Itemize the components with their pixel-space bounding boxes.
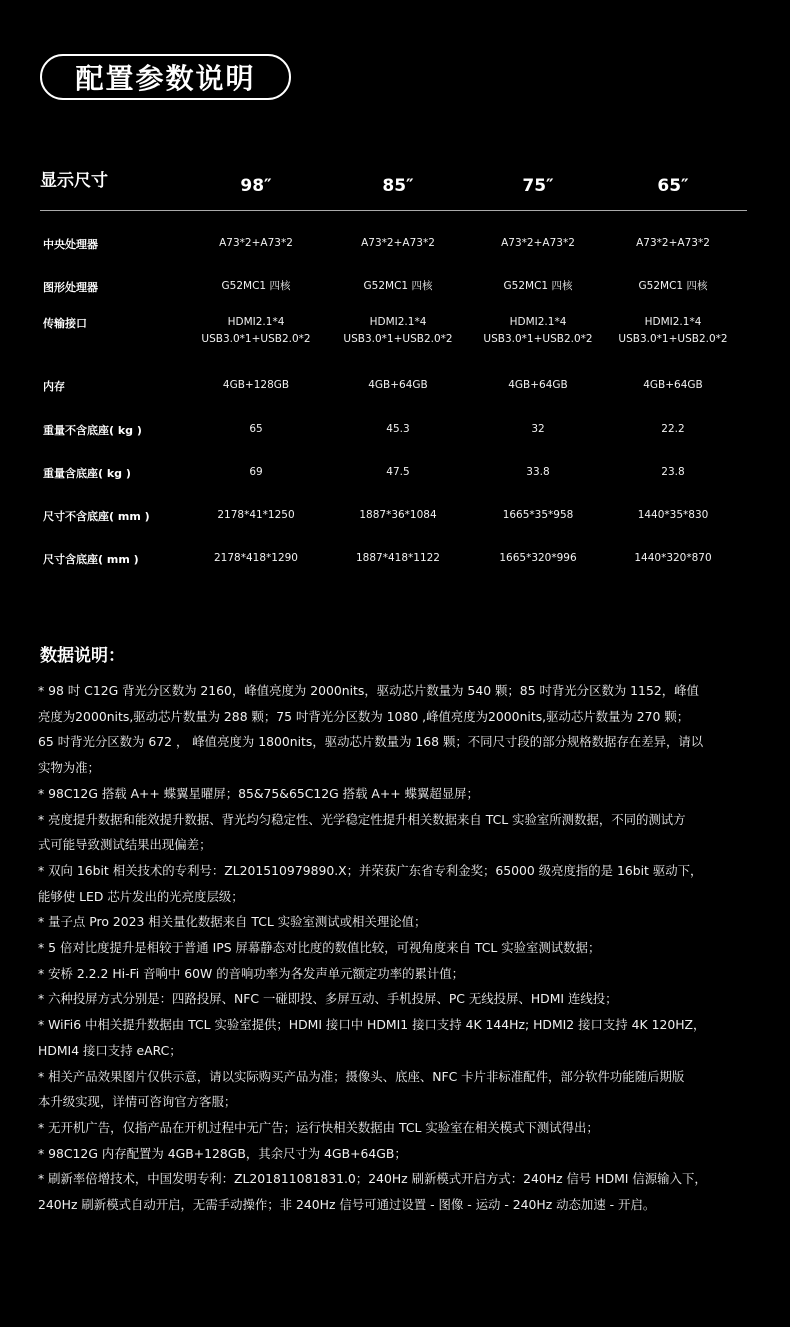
note-line: * 98 吋 C12G 背光分区数为 2160，峰值亮度为 2000nits，驱动芯片数量为 540 颗；85 吋背光分区数为 1152，峰值 — [38, 683, 699, 698]
spec-cell-line: 45.3 — [386, 423, 410, 435]
spec-cell — [328, 421, 468, 438]
spec-cell-line: 1665*320*996 — [499, 552, 577, 564]
note-line: 实物为准； — [38, 760, 100, 776]
spec-row-label: 传输接口 — [43, 317, 87, 330]
size-header: 75″ — [522, 176, 554, 196]
spec-cell — [603, 550, 743, 567]
spec-cell-line: 47.5 — [386, 466, 410, 478]
spec-cell-line: 23.8 — [661, 466, 685, 478]
spec-cell-line: HDMI2.1*4 — [644, 316, 702, 328]
note-line: * 六种投屏方式分别是：四路投屏、NFC 一碰即投、多屏互动、手机投屏、PC 无线投屏、HDMI 连线投； — [38, 991, 618, 1007]
spec-row-label: 尺寸含底座( mm ) — [43, 553, 139, 566]
notes-title: 数据说明： — [40, 646, 125, 666]
spec-cell — [328, 464, 468, 481]
spec-cell — [468, 421, 608, 438]
spec-cell — [603, 235, 743, 252]
size-header: 85″ — [382, 176, 414, 196]
spec-cell-line: A73*2+A73*2 — [636, 237, 710, 249]
spec-cell — [603, 421, 743, 438]
spec-cell-line: 69 — [249, 466, 263, 478]
spec-cell-line: 2178*418*1290 — [214, 552, 298, 564]
spec-row-label: 重量含底座( kg ) — [43, 467, 131, 480]
spec-cell-line: 32 — [531, 423, 545, 435]
spec-cell — [328, 235, 468, 252]
spec-cell-line: A73*2+A73*2 — [501, 237, 575, 249]
spec-cell-line: USB3.0*1+USB2.0*2 — [483, 333, 593, 345]
spec-cell-line: G52MC1 四核 — [221, 280, 291, 292]
spec-cell — [468, 314, 608, 348]
spec-cell-line: HDMI2.1*4 — [227, 316, 285, 328]
spec-cell-line: HDMI2.1*4 — [369, 316, 427, 328]
spec-cell — [328, 550, 468, 567]
spec-cell-line: 33.8 — [526, 466, 550, 478]
spec-cell — [186, 314, 326, 348]
note-line: * 量子点 Pro 2023 相关量化数据来自 TCL 实验室测试或相关理论值； — [38, 914, 427, 930]
spec-cell — [468, 377, 608, 394]
spec-cell-line: USB3.0*1+USB2.0*2 — [618, 333, 728, 345]
spec-cell — [468, 464, 608, 481]
spec-cell — [186, 550, 326, 567]
spec-cell — [468, 235, 608, 252]
spec-cell-line: 1665*35*958 — [502, 509, 574, 521]
spec-row-label: 中央处理器 — [43, 238, 98, 251]
display-size-label: 显示尺寸 — [40, 171, 108, 191]
title-badge — [40, 54, 291, 100]
spec-cell-line: HDMI2.1*4 — [509, 316, 567, 328]
spec-cell — [186, 278, 326, 295]
spec-cell — [328, 377, 468, 394]
note-line: * 刷新率倍增技术，中国发明专利：ZL201811081831.0；240Hz 刷新模式开启方式：240Hz 信号 HDMI 信源输入下， — [38, 1171, 707, 1187]
note-line: * WiFi6 中相关提升数据由 TCL 实验室提供；HDMI 接口中 HDMI1 接口支持 4K 144Hz; HDMI2 接口支持 4K 120HZ， — [38, 1017, 706, 1033]
spec-cell — [328, 278, 468, 295]
spec-cell — [468, 507, 608, 524]
spec-cell — [468, 278, 608, 295]
size-header: 65″ — [657, 176, 689, 196]
spec-cell-line: 1440*35*830 — [637, 509, 709, 521]
note-line: 能够使 LED 芯片发出的光亮度层级； — [38, 888, 244, 904]
notes-list — [38, 678, 750, 1218]
spec-cell-line: USB3.0*1+USB2.0*2 — [201, 333, 311, 345]
spec-row-label: 尺寸不含底座( mm ) — [43, 510, 150, 523]
note-line: * 无开机广告，仅指产品在开机过程中无广告；运行快相关数据由 TCL 实验室在相关模式下测试得出； — [38, 1119, 599, 1135]
spec-cell-line: 4GB+64GB — [368, 379, 428, 391]
spec-cell-line: 1887*418*1122 — [356, 552, 440, 564]
spec-cell — [186, 235, 326, 252]
spec-cell — [603, 464, 743, 481]
spec-cell — [603, 314, 743, 348]
note-line: * 5 倍对比度提升是相较于普通 IPS 屏幕静态对比度的数值比较，可视角度来自 TCL 实验室测试数据； — [38, 940, 601, 956]
spec-cell-line: A73*2+A73*2 — [361, 237, 435, 249]
spec-cell-line: USB3.0*1+USB2.0*2 — [343, 333, 453, 345]
spec-cell-line: 65 — [249, 423, 263, 435]
note-line: * 亮度提升数据和能效提升数据、背光均匀稳定性、光学稳定性提升相关数据来自 TCL 实验室所测数据，不同的测试方 — [38, 811, 686, 827]
note-line: * 双向 16bit 相关技术的专利号：ZL201510979890.X；并荣获广东省专利金奖；65000 级亮度指的是 16bit 驱动下， — [38, 862, 703, 878]
note-line: 240Hz 刷新模式自动开启，无需手动操作；非 240Hz 信号可通过设置 - 图像 - 运动 - 240Hz 动态加速 - 开启。 — [38, 1197, 656, 1213]
spec-cell — [186, 377, 326, 394]
page-title: 配置参数说明 — [75, 62, 256, 95]
note-line: 本升级实现，详情可咨询官方客服； — [38, 1094, 237, 1110]
spec-cell — [186, 507, 326, 524]
spec-cell-line: 4GB+128GB — [222, 379, 290, 391]
spec-cell — [186, 464, 326, 481]
note-line: 亮度为2000nits,驱动芯片数量为 288 颗；75 吋背光分区数为 1080 ,峰值亮度为2000nits,驱动芯片数量为 270 颗； — [38, 708, 690, 724]
spec-cell — [603, 377, 743, 394]
spec-cell — [328, 314, 468, 348]
spec-cell — [468, 550, 608, 567]
spec-row-label: 重量不含底座( kg ) — [43, 424, 142, 437]
note-line: * 98C12G 内存配置为 4GB+128GB，其余尺寸为 4GB+64GB； — [38, 1145, 407, 1161]
spec-cell — [603, 278, 743, 295]
spec-row-label: 内存 — [43, 380, 65, 393]
note-line: * 相关产品效果图片仅供示意，请以实际购买产品为准；摄像头、底座、NFC 卡片非标准配件，部分软件功能随后期版 — [38, 1068, 685, 1084]
spec-cell — [186, 421, 326, 438]
spec-row-label: 图形处理器 — [43, 281, 98, 294]
note-line: * 安桥 2.2.2 Hi-Fi 音响中 60W 的音响功率为各发声单元额定功率的累计值； — [38, 965, 465, 981]
spec-cell-line: 4GB+64GB — [643, 379, 703, 391]
spec-cell-line: 22.2 — [661, 423, 685, 435]
note-line: * 98C12G 搭载 A++ 蝶翼星曜屏；85&75&65C12G 搭载 A++ 蝶翼超显屏； — [38, 785, 479, 801]
spec-cell-line: G52MC1 四核 — [363, 280, 433, 292]
note-line: 式可能导致测试结果出现偏差； — [38, 837, 212, 853]
note-line: HDMI4 接口支持 eARC； — [38, 1042, 182, 1058]
spec-cell-line: A73*2+A73*2 — [219, 237, 293, 249]
spec-cell-line: 1887*36*1084 — [359, 509, 437, 521]
spec-cell-line: G52MC1 四核 — [638, 280, 708, 292]
spec-cell-line: 2178*41*1250 — [217, 509, 295, 521]
size-header: 98″ — [240, 176, 272, 196]
table-divider — [40, 210, 747, 211]
spec-cell — [328, 507, 468, 524]
note-line: 65 吋背光分区数为 672 ， 峰值亮度为 1800nits，驱动芯片数量为 168 颗；不同尺寸段的部分规格数据存在差异，请以 — [38, 734, 704, 750]
spec-cell-line: 4GB+64GB — [508, 379, 568, 391]
spec-cell-line: G52MC1 四核 — [503, 280, 573, 292]
spec-cell-line: 1440*320*870 — [634, 552, 712, 564]
spec-cell — [603, 507, 743, 524]
